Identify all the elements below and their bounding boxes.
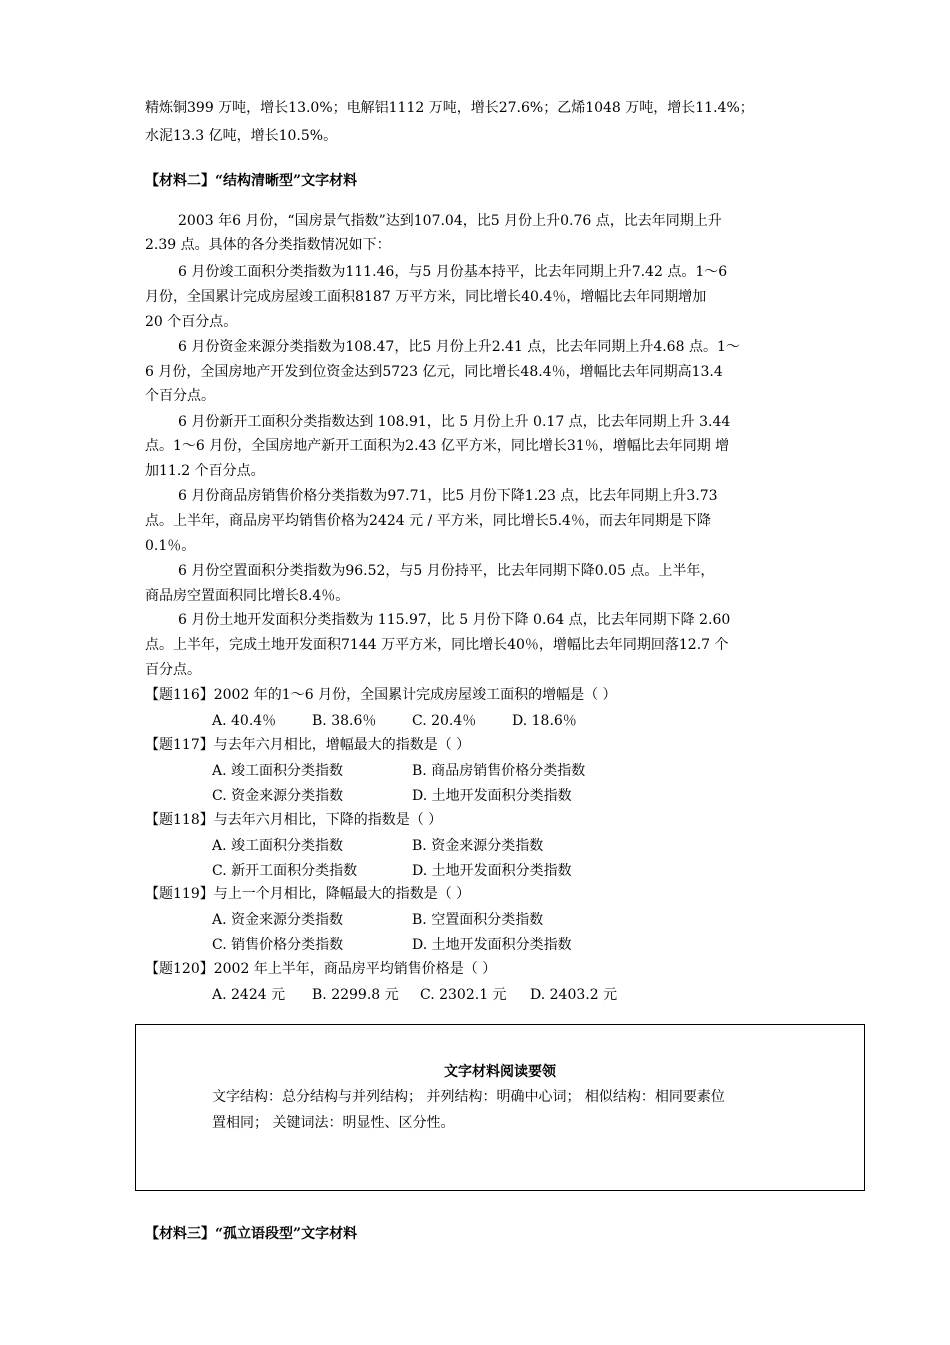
section-heading: 【材料三】“孤立语段型”文字材料: [145, 1226, 358, 1242]
option[interactable]: A. 竣工面积分类指数: [212, 763, 344, 779]
tips-box-line: 文字结构：总分结构与并列结构； 并列结构：明确中心词； 相似结构：相同要素位: [212, 1089, 725, 1105]
paragraph-line: 点。1～6 月份，全国房地产新开工面积为2.43 亿平方米，同比增长31％，增幅比去年同期 增: [145, 438, 730, 454]
paragraph-line: 6 月份空置面积分类指数为96.52，与5 月份持平，比去年同期下降0.05 点。上半年，: [178, 563, 715, 579]
paragraph-line: 6 月份竣工面积分类指数为111.46，与5 月份基本持平，比去年同期上升7.42 点。1～6: [178, 264, 728, 280]
option[interactable]: D. 2403.2 元: [530, 987, 618, 1003]
option[interactable]: B. 2299.8 元: [312, 987, 399, 1003]
text-line: 水泥13.3 亿吨，增长10.5%。: [145, 128, 338, 144]
text-line: 精炼铜399 万吨，增长13.0%；电解铝1112 万吨，增长27.6%；乙烯1048 万吨，增长11.4%；: [145, 100, 754, 116]
paragraph-line: 月份，全国累计完成房屋竣工面积8187 万平方米，同比增长40.4％，增幅比去年同期增加: [145, 289, 707, 305]
option[interactable]: D. 18.6％: [512, 713, 577, 729]
option[interactable]: C. 资金来源分类指数: [212, 788, 344, 804]
option[interactable]: D. 土地开发面积分类指数: [412, 863, 572, 879]
question-stem: 【题119】与上一个月相比，降幅最大的指数是（ ）: [145, 886, 471, 902]
tips-box: [135, 1024, 865, 1191]
option[interactable]: A. 资金来源分类指数: [212, 912, 344, 928]
option[interactable]: D. 土地开发面积分类指数: [412, 937, 572, 953]
option-row: [212, 760, 585, 780]
option-row: [212, 835, 543, 855]
paragraph-line: 点。上半年，完成土地开发面积7144 万平方米，同比增长40％，增幅比去年同期回落12.7 个: [145, 637, 729, 653]
paragraph-line: 6 月份资金来源分类指数为108.47，比5 月份上升2.41 点，比去年同期上升4.68 点。1～: [178, 339, 740, 355]
paragraph-line: 个百分点。: [145, 388, 215, 404]
paragraph-line: 6 月份新开工面积分类指数达到 108.91，比 5 月份上升 0.17 点，比去年同期上升 3.44: [178, 414, 731, 430]
paragraph-line: 20 个百分点。: [145, 314, 238, 330]
option[interactable]: B. 空置面积分类指数: [412, 912, 544, 928]
option[interactable]: D. 土地开发面积分类指数: [412, 788, 572, 804]
option[interactable]: A. 2424 元: [212, 987, 286, 1003]
paragraph-line: 商品房空置面积同比增长8.4％。: [145, 588, 350, 604]
option-row: [212, 934, 572, 954]
option[interactable]: B. 资金来源分类指数: [412, 838, 544, 854]
tips-box-title: 文字材料阅读要领: [444, 1064, 556, 1080]
option-row: [212, 860, 572, 880]
paragraph-line: 加11.2 个百分点。: [145, 463, 265, 479]
paragraph-line: 百分点。: [145, 662, 201, 678]
option[interactable]: B. 38.6％: [312, 713, 377, 729]
paragraph-line: 6 月份土地开发面积分类指数为 115.97，比 5 月份下降 0.64 点，比去年同期下降 2.60: [178, 612, 731, 628]
option[interactable]: C. 20.4％: [412, 713, 477, 729]
paragraph-line: 2.39 点。具体的各分类指数情况如下：: [145, 237, 391, 253]
option-row: [212, 710, 577, 730]
option[interactable]: C. 2302.1 元: [420, 987, 507, 1003]
question-stem: 【题116】2002 年的1～6 月份，全国累计完成房屋竣工面积的增幅是（ ）: [145, 687, 617, 703]
paragraph-line: 6 月份商品房销售价格分类指数为97.71，比5 月份下降1.23 点，比去年同期上升3.73: [178, 488, 718, 504]
option-row: [212, 785, 572, 805]
option[interactable]: B. 商品房销售价格分类指数: [412, 763, 586, 779]
option[interactable]: C. 新开工面积分类指数: [212, 863, 358, 879]
paragraph-line: 0.1％。: [145, 538, 196, 554]
question-stem: 【题120】2002 年上半年，商品房平均销售价格是（ ）: [145, 961, 497, 977]
paragraph-line: 6 月份，全国房地产开发到位资金达到5723 亿元，同比增长48.4％，增幅比去年同期高13.4: [145, 364, 723, 380]
option[interactable]: C. 销售价格分类指数: [212, 937, 344, 953]
option[interactable]: A. 40.4％: [212, 713, 277, 729]
section-heading: 【材料二】“结构清晰型”文字材料: [145, 173, 358, 189]
tips-box-line: 置相同； 关键词法：明显性、区分性。: [212, 1115, 455, 1131]
paragraph-line: 2003 年6 月份，“国房景气指数”达到107.04，比5 月份上升0.76 点，比去年同期上升: [178, 213, 722, 229]
question-stem: 【题117】与去年六月相比，增幅最大的指数是（ ）: [145, 737, 471, 753]
option-row: [212, 984, 617, 1004]
question-stem: 【题118】与去年六月相比，下降的指数是（ ）: [145, 812, 443, 828]
option-row: [212, 909, 543, 929]
option[interactable]: A. 竣工面积分类指数: [212, 838, 344, 854]
paragraph-line: 点。上半年，商品房平均销售价格为2424 元 / 平方米，同比增长5.4％，而去年同期是下降: [145, 513, 711, 529]
